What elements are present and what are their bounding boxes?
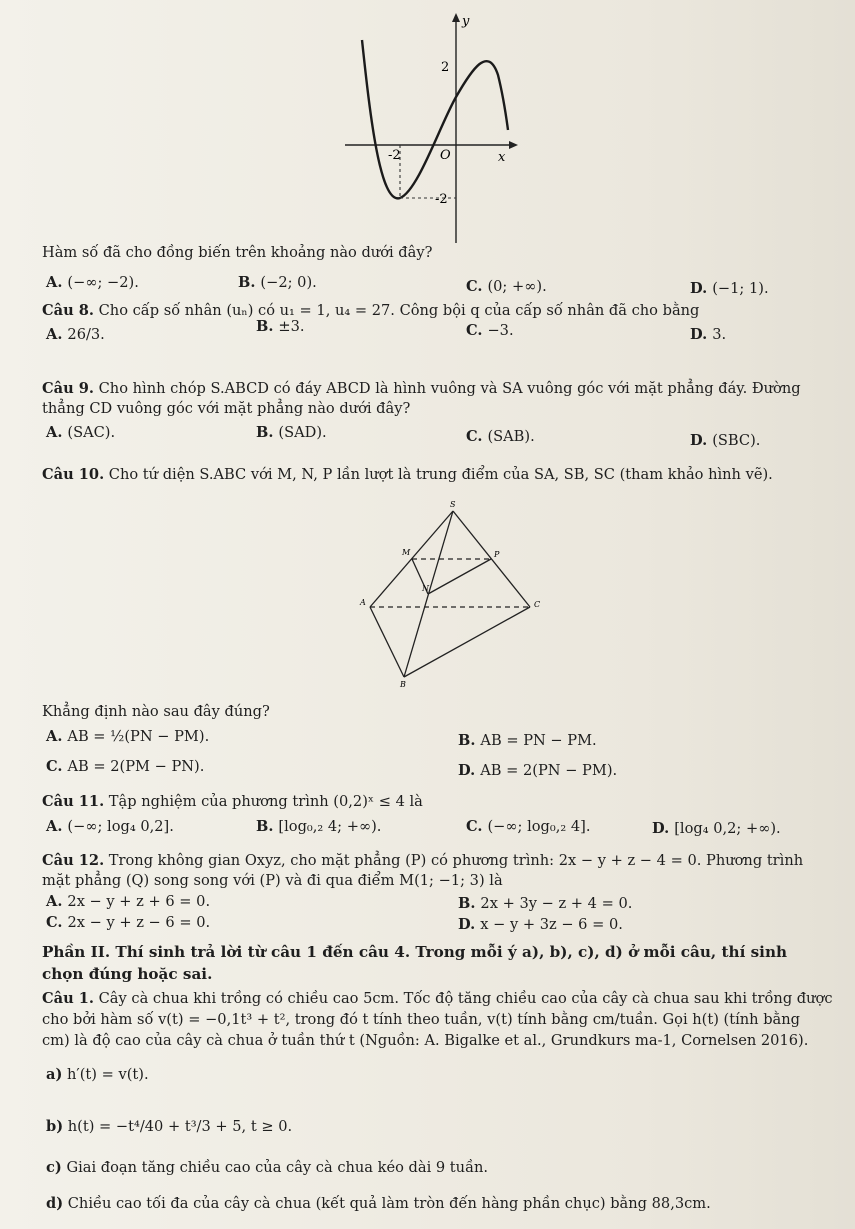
q11-option-d[interactable]: D. [log₄ 0,2; +∞). xyxy=(652,820,781,837)
q11-option-b[interactable]: B. [log₀,₂ 4; +∞). xyxy=(256,818,382,835)
q10-question: Khẳng định nào sau đây đúng? xyxy=(42,703,270,720)
q11-stem: Tập nghiệm của phương trình (0,2)ˣ ≤ 4 là xyxy=(108,793,423,810)
q8-option-a[interactable]: A. 26/3. xyxy=(46,326,105,343)
q8-option-b-text: ±3. xyxy=(278,318,305,335)
p2q1-item-c-text: Giai đoạn tăng chiều cao của cây cà chua kéo dài 9 tuần. xyxy=(66,1159,489,1176)
label-m: M xyxy=(402,548,411,557)
p2q1-item-d[interactable] xyxy=(46,1195,711,1213)
q12-option-c[interactable]: C. 2x − y + z − 6 = 0. xyxy=(46,914,211,931)
q9-option-a[interactable]: A. (SAC). xyxy=(46,424,116,441)
p2q1-item-d-text: Chiều cao tối đa của cây cà chua (kết quả làm tròn đến hàng phần chục) bằng 88,3cm. xyxy=(67,1195,711,1212)
q10-option-d-text: AB = 2(PN − PM). xyxy=(480,762,618,779)
q8-stem-line xyxy=(42,302,699,320)
part2-heading-line1: Phần II. Thí sinh trả lời từ câu 1 đến câu 4. Trong mỗi ý a), b), c), d) ở mỗi câu, thí sinh xyxy=(42,943,788,961)
q7-option-a-text: (−∞; −2). xyxy=(67,274,139,291)
origin-label: O xyxy=(440,148,451,163)
q7-stem: Hàm số đã cho đồng biến trên khoảng nào dưới đây? xyxy=(42,244,433,261)
label-p: P xyxy=(494,550,500,559)
q11-option-a[interactable]: A. (−∞; log₄ 0,2]. xyxy=(46,818,174,835)
q12-stem-line1 xyxy=(42,852,803,870)
q12-label: Câu 12. xyxy=(42,852,105,869)
q11-option-a-text: (−∞; log₄ 0,2]. xyxy=(67,818,174,835)
q12-option-d-text: x − y + 3z − 6 = 0. xyxy=(480,916,623,933)
q9-option-b-text: (SAD). xyxy=(278,424,327,441)
p2q1-stem2: cho bởi hàm số v(t) = −0,1t³ + t², trong đó t tính theo tuần, v(t) tính bằng cm/tuần. Gọi h(t) (tính bằng xyxy=(42,1011,800,1028)
q9-label: Câu 9. xyxy=(42,380,94,397)
label-s: S xyxy=(450,500,456,509)
tetrahedron-figure xyxy=(340,495,560,690)
p2q1-stem3: cm) là độ cao của cây cà chua ở tuần thứ t (Nguồn: A. Bigalke et al., Grundkurs ma-1, Cornelsen 2016). xyxy=(42,1032,809,1049)
q10-stem-line xyxy=(42,466,773,484)
p2q1-item-c-label: c) xyxy=(46,1159,62,1176)
q12-option-b-text: 2x + 3y − z + 4 = 0. xyxy=(480,895,633,912)
x-label: x xyxy=(498,150,506,165)
p2q1-item-a[interactable] xyxy=(46,1066,149,1084)
label-b: B xyxy=(400,680,406,689)
p2q1-item-b-label: b) xyxy=(46,1118,64,1135)
q7-option-d-text: (−1; 1). xyxy=(712,280,769,297)
edge-bc xyxy=(404,607,530,677)
q8-option-b[interactable]: B. ±3. xyxy=(256,318,305,335)
q12-stem1: Trong không gian Oxyz, cho mặt phẳng (P) có phương trình: 2x − y + z − 4 = 0. Phương trình xyxy=(108,852,804,869)
q9-option-c-text: (SAB). xyxy=(487,428,535,445)
label-c: C xyxy=(534,600,541,609)
q8-option-c[interactable]: C. −3. xyxy=(466,322,514,339)
q10-stem: Cho tứ diện S.ABC với M, N, P lần lượt là trung điểm của SA, SB, SC (tham khảo hình vẽ). xyxy=(108,466,773,483)
q9-option-a-text: (SAC). xyxy=(67,424,116,441)
q12-option-a-text: 2x − y + z + 6 = 0. xyxy=(67,893,211,910)
curve xyxy=(362,40,508,198)
q12-option-a[interactable]: A. 2x − y + z + 6 = 0. xyxy=(46,893,211,910)
q11-option-d-text: [log₄ 0,2; +∞). xyxy=(674,820,781,837)
q8-option-c-text: −3. xyxy=(487,322,514,339)
q7-option-b[interactable]: B. (−2; 0). xyxy=(238,274,317,291)
q10-option-b-text: AB = PN − PM. xyxy=(480,732,597,749)
q10-option-a-text: AB = ½(PN − PM). xyxy=(67,728,210,745)
q10-option-c-text: AB = 2(PM − PN). xyxy=(67,758,205,775)
q10-label: Câu 10. xyxy=(42,466,105,483)
p2q1-item-b[interactable] xyxy=(46,1118,292,1136)
q11-option-b-text: [log₀,₂ 4; +∞). xyxy=(278,818,382,835)
q8-label: Câu 8. xyxy=(42,302,94,319)
q10-option-a[interactable]: A. AB = ½(PN − PM). xyxy=(46,728,210,745)
q9-option-b[interactable]: B. (SAD). xyxy=(256,424,327,441)
q8-option-a-text: 26/3. xyxy=(67,326,105,343)
edge-sc xyxy=(453,511,530,607)
p2q1-item-a-label: a) xyxy=(46,1066,63,1083)
tick-x-neg2: -2 xyxy=(388,148,401,163)
q9-option-d[interactable]: D. (SBC). xyxy=(690,432,761,449)
function-graph xyxy=(340,5,520,250)
q9-option-d-text: (SBC). xyxy=(712,432,761,449)
q11-label: Câu 11. xyxy=(42,793,105,810)
edge-ab xyxy=(370,607,404,677)
q12-option-d[interactable]: D. x − y + 3z − 6 = 0. xyxy=(458,916,623,933)
q9-stem-line1 xyxy=(42,380,801,398)
p2q1-item-d-label: d) xyxy=(46,1195,64,1212)
label-a: A xyxy=(360,598,366,607)
q10-option-d[interactable]: D. AB = 2(PN − PM). xyxy=(458,762,618,779)
q12-option-b[interactable]: B. 2x + 3y − z + 4 = 0. xyxy=(458,895,633,912)
part2-heading-line2: chọn đúng hoặc sai. xyxy=(42,965,213,983)
q7-option-a[interactable]: A. (−∞; −2). xyxy=(46,274,139,291)
q10-option-b[interactable]: B. AB = PN − PM. xyxy=(458,732,597,749)
q9-stem1: Cho hình chóp S.ABCD có đáy ABCD là hình vuông và SA vuông góc với mặt phẳng đáy. Đường xyxy=(98,380,801,397)
q9-option-c[interactable]: C. (SAB). xyxy=(466,428,535,445)
label-n: N xyxy=(422,584,429,593)
x-axis-arrow xyxy=(509,141,518,149)
tick-y-neg2: -2 xyxy=(435,192,448,207)
y-axis-arrow xyxy=(452,13,460,22)
q11-option-c-text: (−∞; log₀,₂ 4]. xyxy=(487,818,591,835)
p2q1-item-a-text: h′(t) = v(t). xyxy=(67,1066,149,1083)
p2q1-item-c[interactable] xyxy=(46,1159,488,1177)
q7-option-b-text: (−2; 0). xyxy=(260,274,317,291)
p2q1-stem1: Cây cà chua khi trồng có chiều cao 5cm. Tốc độ tăng chiều cao của cây cà chua sau khi trồng được xyxy=(98,990,833,1007)
q7-option-d[interactable]: D. (−1; 1). xyxy=(690,280,769,297)
y-label: y xyxy=(462,14,470,29)
q10-option-c[interactable]: C. AB = 2(PM − PN). xyxy=(46,758,205,775)
tick-y-2: 2 xyxy=(441,60,450,75)
q7-option-c[interactable]: C. (0; +∞). xyxy=(466,278,547,295)
q8-stem: Cho cấp số nhân (uₙ) có u₁ = 1, u₄ = 27. Công bội q của cấp số nhân đã cho bằng xyxy=(98,302,700,319)
q8-option-d[interactable]: D. 3. xyxy=(690,326,727,343)
q8-option-d-text: 3. xyxy=(712,326,727,343)
q11-stem-line xyxy=(42,793,423,811)
q9-stem2: thẳng CD vuông góc với mặt phẳng nào dưới đây? xyxy=(42,400,411,417)
p2q1-item-b-text: h(t) = −t⁴/40 + t³/3 + 5, t ≥ 0. xyxy=(67,1118,293,1135)
p2q1-label: Câu 1. xyxy=(42,990,94,1007)
q12-stem2: mặt phẳng (Q) song song với (P) và đi qua điểm M(1; −1; 3) là xyxy=(42,872,503,889)
q7-option-c-text: (0; +∞). xyxy=(487,278,547,295)
q11-option-c[interactable]: C. (−∞; log₀,₂ 4]. xyxy=(466,818,591,835)
q12-option-c-text: 2x − y + z − 6 = 0. xyxy=(67,914,211,931)
p2q1-stem-line1 xyxy=(42,990,833,1008)
